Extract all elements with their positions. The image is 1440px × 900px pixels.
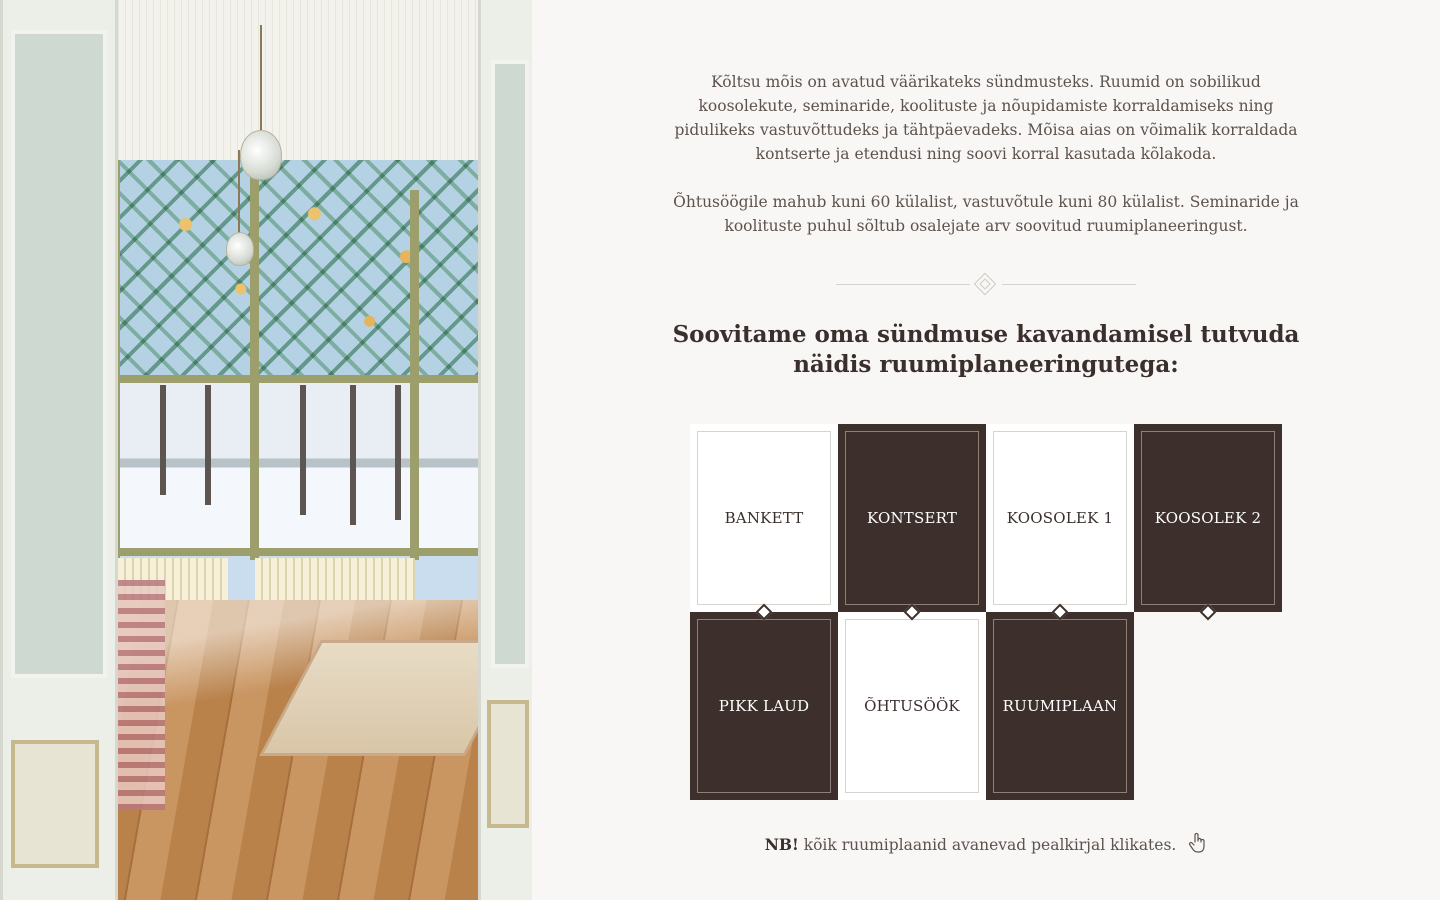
intro-paragraph: Õhtusöögile mahub kuni 60 külalist, vastuvõtule kuni 80 külalist. Seminaride ja koolituste puhul sõltub osalejate arv soovitud ruumiplaneeringust.	[673, 193, 1299, 235]
layout-tile-pikk-laud[interactable]	[690, 612, 838, 800]
open-door-left	[0, 0, 118, 900]
tile-label[interactable]: RUUMIPLAAN	[993, 619, 1127, 793]
window-sill	[112, 548, 480, 556]
diamond-ornament-icon	[974, 273, 997, 296]
tile-label[interactable]: KONTSERT	[845, 431, 979, 605]
tree	[205, 385, 211, 505]
tree	[300, 385, 306, 515]
open-door-right	[478, 0, 532, 900]
door-panel	[487, 700, 529, 828]
tree	[160, 385, 166, 495]
pointer-hand-icon	[1189, 832, 1207, 854]
door-panel	[11, 740, 99, 868]
note-bold: NB!	[764, 835, 799, 854]
note-body: kõik ruumiplaanid avanevad pealkirjal klikates.	[798, 836, 1177, 854]
window-transom	[112, 375, 480, 383]
lamp-cord	[260, 25, 262, 135]
stained-glass	[112, 160, 480, 375]
pendant-lamp	[226, 232, 254, 266]
door-glass	[491, 60, 529, 668]
divider-line	[1002, 284, 1136, 285]
tile-label[interactable]: KOOSOLEK 2	[1141, 431, 1275, 605]
door-glass	[11, 30, 107, 678]
tree	[350, 385, 356, 525]
diamond-knob-icon	[1200, 604, 1217, 621]
layout-tile-ohtusook[interactable]	[838, 612, 986, 800]
ornament-divider	[836, 274, 1136, 296]
tile-label[interactable]: BANKETT	[697, 431, 831, 605]
note-text	[662, 832, 1310, 854]
conservatory-photo	[0, 0, 532, 900]
tile-label[interactable]: PIKK LAUD	[697, 619, 831, 793]
tree	[395, 385, 401, 520]
chairs	[110, 580, 165, 810]
snowy-garden-view	[112, 380, 480, 555]
layout-tile-kontsert[interactable]	[838, 424, 986, 612]
window-mullion	[410, 190, 419, 560]
events-content	[532, 0, 1440, 900]
layout-tile-koosolek-2[interactable]	[1134, 424, 1282, 612]
layout-tile-ruumiplaan[interactable]	[986, 612, 1134, 800]
intro-paragraph: Kõltsu mõis on avatud väärikateks sündmusteks. Ruumid on sobilikud koosolekute, seminaride, koolituste ja nõupidamiste korraldamiseks ning pidulikeks vastuvõttudeks ja tähtpäevadeks. Mõisa aias on võimalik korraldada kontserte ja etendusi ning soovi korral kasutada kõlakoda.	[674, 73, 1298, 163]
lamp-cord	[238, 150, 240, 235]
tile-label[interactable]: ÕHTUSÖÖK	[845, 619, 979, 793]
tile-label[interactable]: KOOSOLEK 1	[993, 431, 1127, 605]
intro-text	[662, 70, 1310, 262]
pendant-lamp	[240, 130, 282, 180]
window-mullion	[250, 160, 259, 560]
layout-tiles	[690, 424, 1282, 800]
layout-tile-bankett[interactable]	[690, 424, 838, 612]
section-heading: Soovitame oma sündmuse kavandamisel tutvuda näidis ruumiplaneeringutega:	[672, 321, 1300, 378]
divider-line	[836, 284, 970, 285]
layout-tile-koosolek-1[interactable]	[986, 424, 1134, 612]
